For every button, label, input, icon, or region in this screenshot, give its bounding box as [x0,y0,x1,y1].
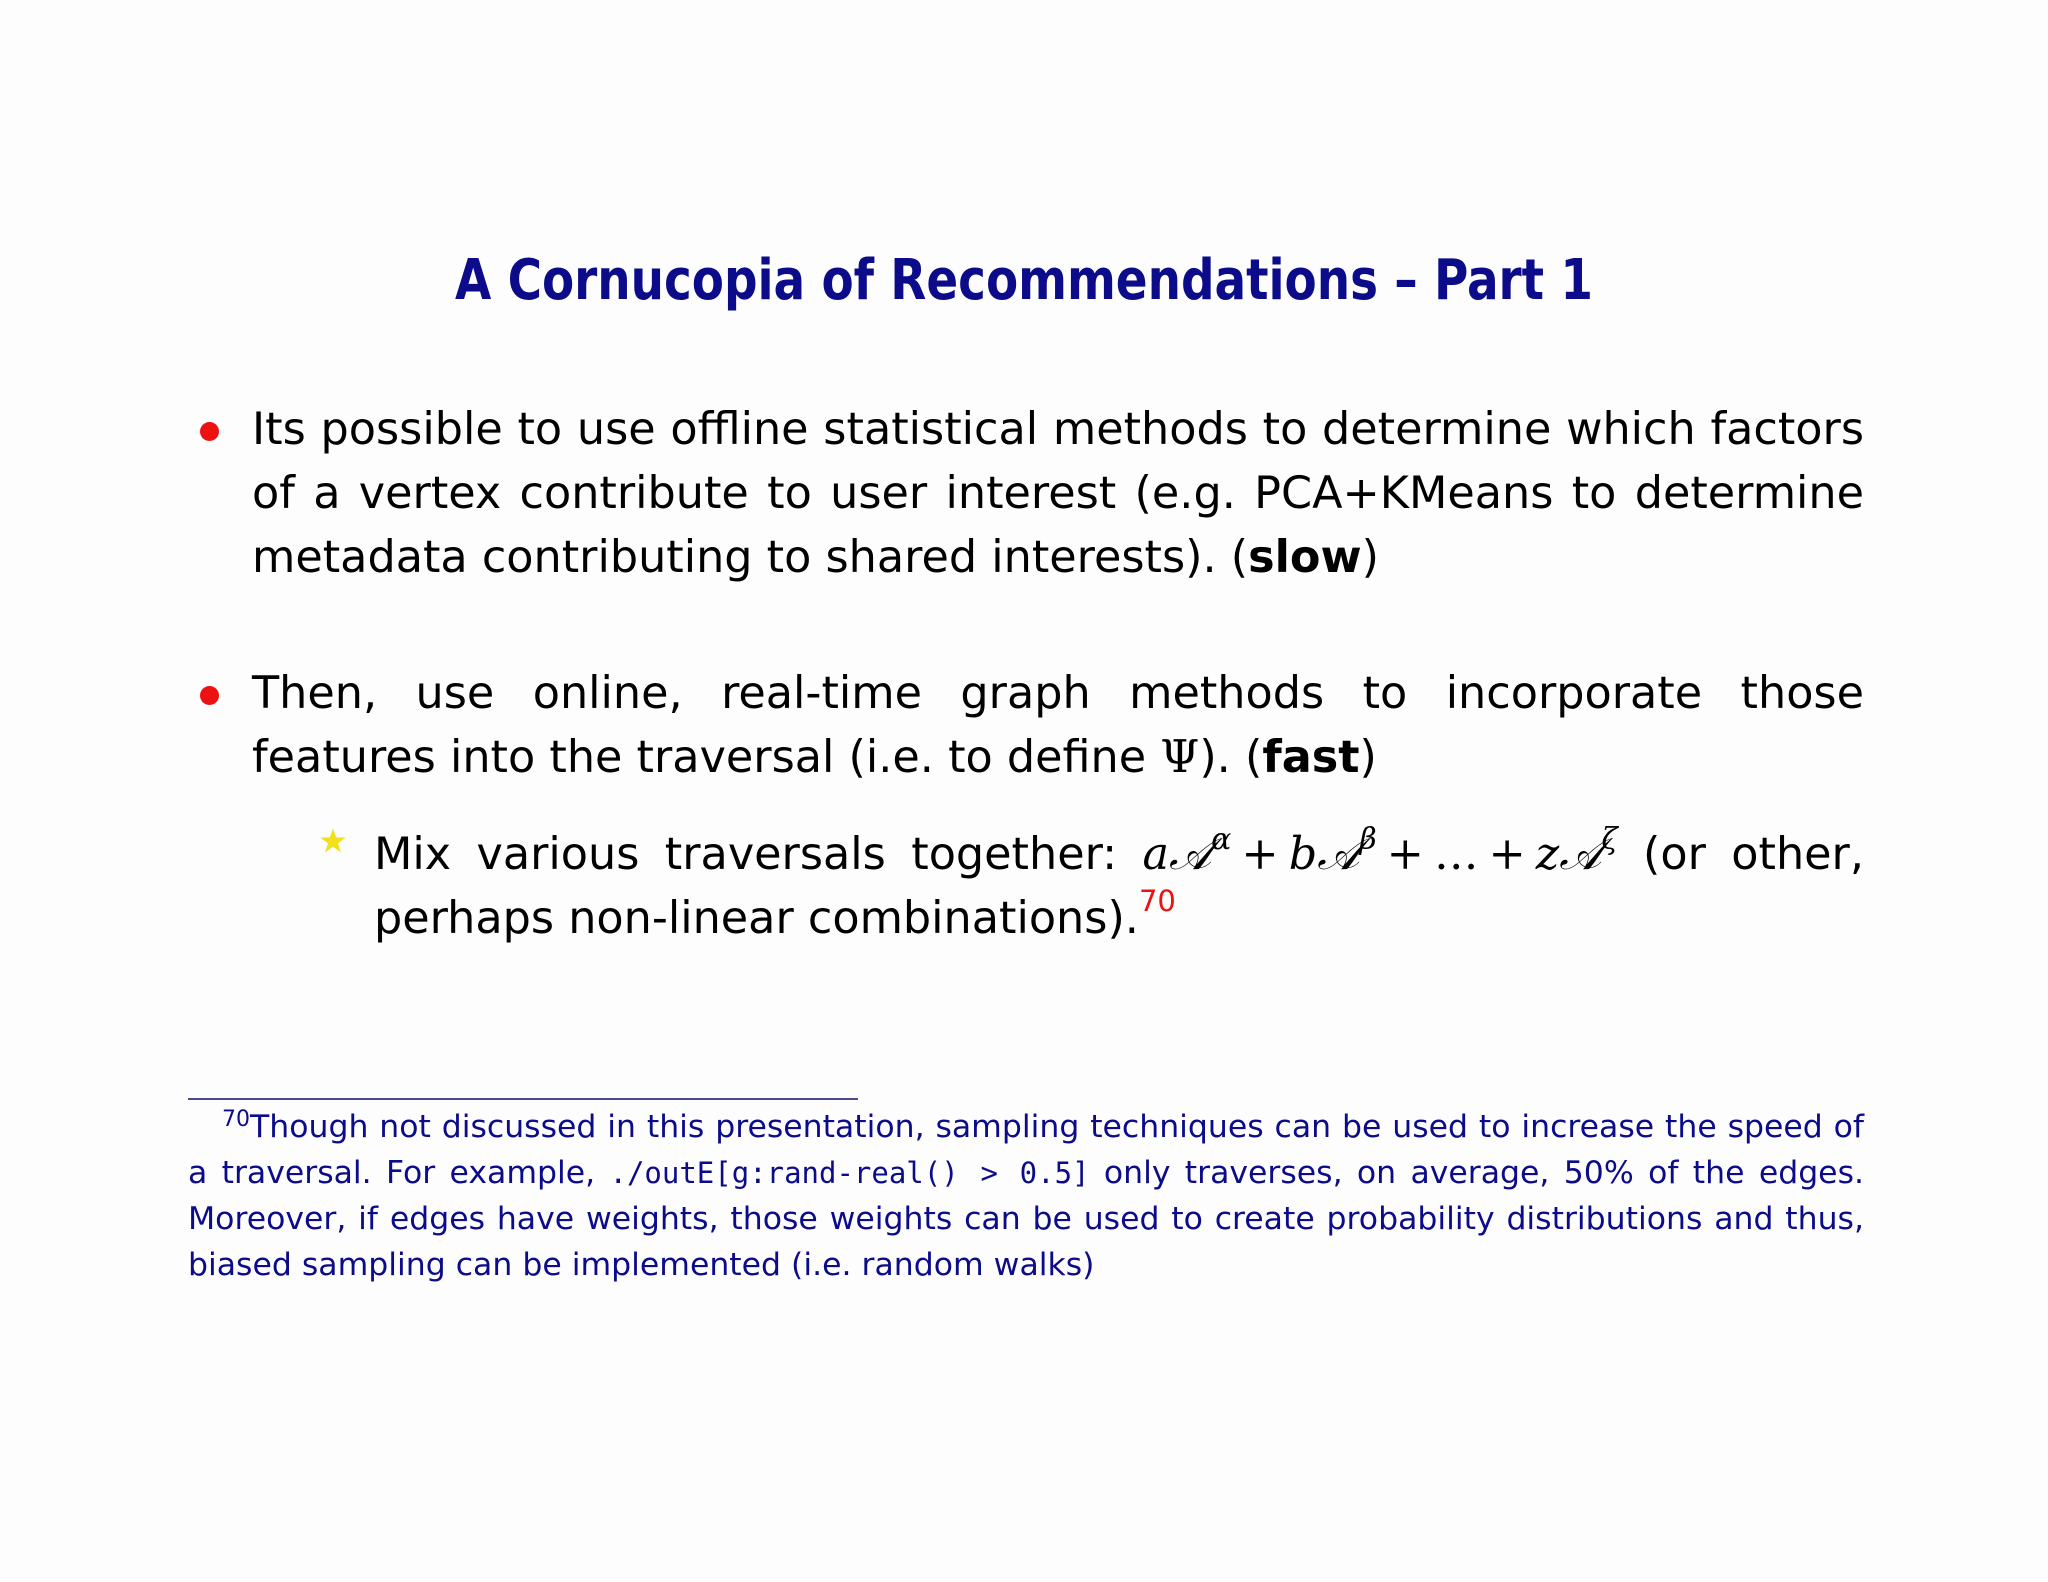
sub-bullet-list [252,812,1864,951]
footnote-divider [188,1098,858,1100]
bold-slow: slow [1248,532,1362,583]
slide-title: A Cornucopia of Recommendations – Part 1 [454,248,1593,313]
traversal-formula: a𝒜$^\alpha$ + b𝒜$^\beta$ + … + z𝒜$^\zeta$ [1142,822,1618,880]
footnote-number: 70 [222,1106,250,1132]
footnote-reference-70[interactable]: 70 [1138,884,1176,918]
red-dot-bullet-icon [200,686,219,705]
yellow-star-bullet-icon [318,826,348,856]
bullet-text: Then, use online, real-time graph methods to incorporate those features into the traversal (i.e. to define Ψ). (fast) [252,668,1864,783]
psi-symbol: Ψ [1160,732,1200,783]
code-snippet: ./outE[g:rand-real() > 0.5] [609,1156,1090,1190]
bullet-text: Its possible to use offline statistical methods to determine which factors of a vertex contribute to user interest (e.g. PCA+KMeans to determine metadata contributing to shared interests). (slow) [252,404,1864,583]
footnote-70: $^{70}$Though not discussed in this presentation, sampling techniques can be used to increase the speed of a traversal. For example, ./outE[g:rand-real() > 0.5] only traverses, on average, 50% of the edges. Moreover, if edges have weights, those weights can be used to create probability distributions and thus, biased sampling can be implemented (i.e. random walks) [188,1106,1864,1283]
bullet-item-offline-methods [188,398,1864,590]
bullet-list [188,398,1864,951]
red-dot-bullet-icon [200,422,219,441]
bold-fast: fast [1262,732,1360,783]
bullet-item-online-methods [188,662,1864,951]
sub-bullet-item-mix-traversals: Mix various traversals together: a𝒜$^\alpha$ + b𝒜$^\beta$ + … + z𝒜$^\zeta$ (or other, perhaps non-linear combinations).$^{70}$ [374,812,1864,951]
